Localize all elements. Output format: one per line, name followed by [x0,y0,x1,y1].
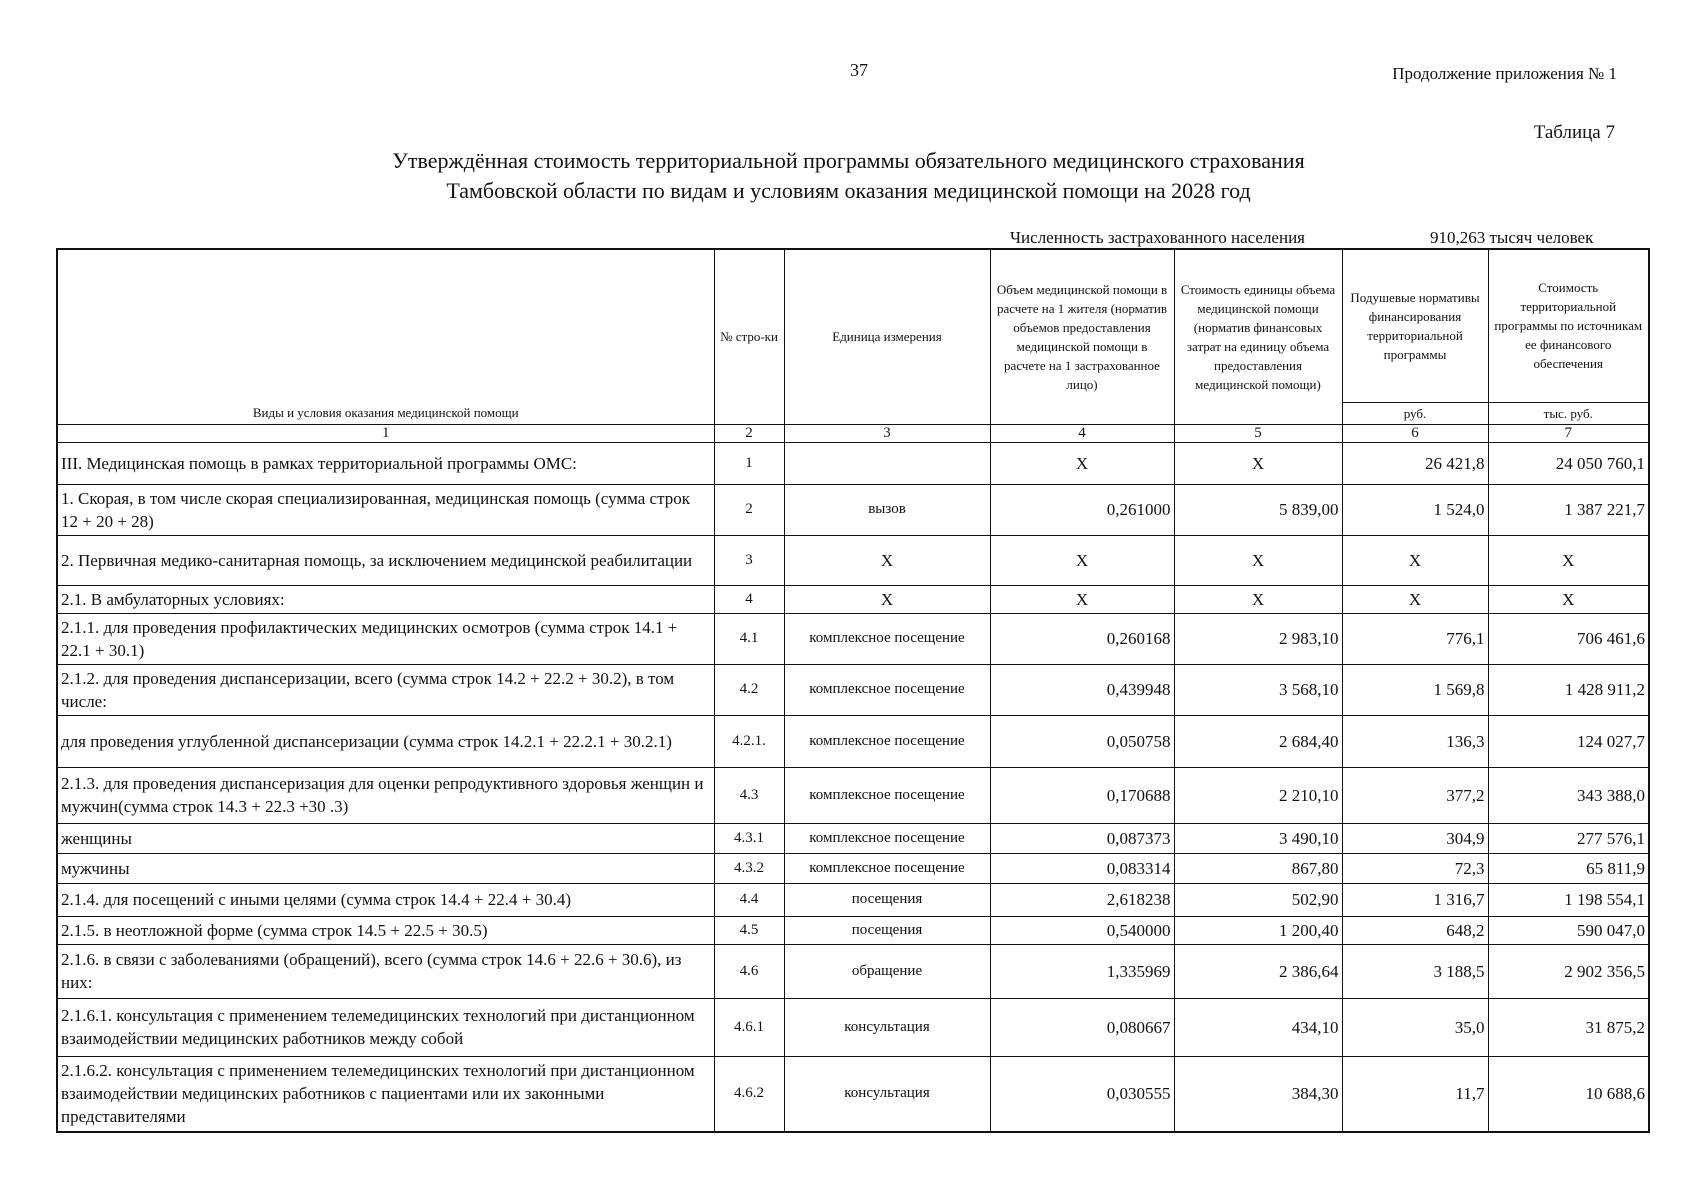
appendix-continuation: Продолжение приложения № 1 [1392,64,1617,83]
header-line-number: № стро-ки [714,249,784,424]
table-row [57,916,1649,944]
table-row [57,715,1649,767]
row-name: III. Медицинская помощь в рамках территориальной программы ОМС: [57,442,714,484]
table-row [57,664,1649,715]
row-line-number: 4.5 [714,916,784,944]
row-total: 2 902 356,5 [1488,944,1649,998]
row-total: 124 027,7 [1488,715,1649,767]
population-line [1010,228,1594,248]
row-unit-cost: 2 386,64 [1174,944,1342,998]
row-per-capita: 35,0 [1342,998,1488,1056]
row-name: 1. Скорая, в том числе скорая специализированная, медицинская помощь (сумма строк 12 + 20 + 28) [57,484,714,535]
population-value: 910,263 тысяч человек [1430,228,1594,247]
row-volume: Х [990,535,1174,585]
row-per-capita: 3 188,5 [1342,944,1488,998]
row-name: 2.1.4. для посещений с иными целями (сумма строк 14.4 + 22.4 + 30.4) [57,883,714,916]
header-per-capita: Подушевые нормативы финансирования территориальной программы [1342,249,1488,402]
row-total: 1 387 221,7 [1488,484,1649,535]
row-unit: комплексное посещение [784,853,990,883]
row-line-number: 4.2 [714,664,784,715]
row-per-capita: 72,3 [1342,853,1488,883]
row-unit-cost: Х [1174,585,1342,613]
row-line-number: 4.1 [714,613,784,664]
row-per-capita: 648,2 [1342,916,1488,944]
column-number: 1 [57,424,714,442]
table-row [57,535,1649,585]
row-unit-cost: Х [1174,442,1342,484]
header-unit-cost: Стоимость единицы объема медицинской помощи (норматив финансовых затрат на единицу объема предоставления медицинской помощи) [1174,249,1342,424]
row-total: 343 388,0 [1488,767,1649,823]
cost-table [56,248,1650,1133]
row-unit-cost: 3 568,10 [1174,664,1342,715]
header-unit: Единица измерения [784,249,990,424]
row-volume: 0,087373 [990,823,1174,853]
row-total: Х [1488,585,1649,613]
column-number: 5 [1174,424,1342,442]
title-line-2: Тамбовской области по видам и условиям оказания медицинской помощи на 2028 год [446,178,1251,203]
row-name: для проведения углубленной диспансеризации (сумма строк 14.2.1 + 22.2.1 + 30.2.1) [57,715,714,767]
row-line-number: 4.6 [714,944,784,998]
row-name: женщины [57,823,714,853]
table-row [57,442,1649,484]
row-unit-cost: 2 983,10 [1174,613,1342,664]
row-total: 706 461,6 [1488,613,1649,664]
table-row [57,853,1649,883]
row-volume: 0,261000 [990,484,1174,535]
table-row [57,823,1649,853]
row-volume: 2,618238 [990,883,1174,916]
row-unit-cost: Х [1174,535,1342,585]
row-name: 2.1.1. для проведения профилактических медицинских осмотров (сумма строк 14.1 + 22.1 + 30.1) [57,613,714,664]
row-volume: 0,080667 [990,998,1174,1056]
row-unit: комплексное посещение [784,664,990,715]
header-volume: Объем медицинской помощи в расчете на 1 жителя (норматив объемов предоставления медицинской помощи в расчете на 1 застрахованное лицо) [990,249,1174,424]
row-unit: комплексное посещение [784,613,990,664]
row-per-capita: 1 524,0 [1342,484,1488,535]
row-name: 2.1.5. в неотложной форме (сумма строк 14.5 + 22.5 + 30.5) [57,916,714,944]
row-total: 590 047,0 [1488,916,1649,944]
row-name: 2.1. В амбулаторных условиях: [57,585,714,613]
row-volume: 0,260168 [990,613,1174,664]
row-name: 2.1.2. для проведения диспансеризации, всего (сумма строк 14.2 + 22.2 + 30.2), в том числе: [57,664,714,715]
header-unit-rub: руб. [1342,402,1488,424]
row-line-number: 4.6.1 [714,998,784,1056]
row-unit-cost: 3 490,10 [1174,823,1342,853]
table-row [57,484,1649,535]
row-per-capita: 377,2 [1342,767,1488,823]
row-volume: Х [990,585,1174,613]
table-row [57,883,1649,916]
table-row [57,767,1649,823]
row-unit: комплексное посещение [784,715,990,767]
header-program-cost: Стоимость территориальной программы по источникам ее финансового обеспечения [1488,249,1649,402]
row-line-number: 4.6.2 [714,1056,784,1132]
row-volume: 0,030555 [990,1056,1174,1132]
row-total: 31 875,2 [1488,998,1649,1056]
row-total: 1 428 911,2 [1488,664,1649,715]
column-numbers-row [57,424,1649,442]
column-number: 4 [990,424,1174,442]
table-row [57,944,1649,998]
row-unit: обращение [784,944,990,998]
row-line-number: 4 [714,585,784,613]
row-name: 2.1.3. для проведения диспансеризация для оценки репродуктивного здоровья женщин и мужчин(сумма строк 14.3 + 22.3 +30 .3) [57,767,714,823]
row-volume: 0,083314 [990,853,1174,883]
column-number: 6 [1342,424,1488,442]
row-per-capita: 1 569,8 [1342,664,1488,715]
header-unit-thousand-rub: тыс. руб. [1488,402,1649,424]
row-unit-cost: 1 200,40 [1174,916,1342,944]
row-per-capita: 26 421,8 [1342,442,1488,484]
row-per-capita: Х [1342,585,1488,613]
row-unit-cost: 502,90 [1174,883,1342,916]
row-line-number: 4.3.1 [714,823,784,853]
row-per-capita: 304,9 [1342,823,1488,853]
row-line-number: 4.2.1. [714,715,784,767]
row-name: 2. Первичная медико-санитарная помощь, за исключением медицинской реабилитации [57,535,714,585]
table-row [57,613,1649,664]
table-number: Таблица 7 [1533,122,1615,143]
row-unit-cost: 867,80 [1174,853,1342,883]
population-label: Численность застрахованного населения [1010,228,1305,247]
row-unit-cost: 5 839,00 [1174,484,1342,535]
row-volume: 0,540000 [990,916,1174,944]
title-line-1: Утверждённая стоимость территориальной программы обязательного медицинского страхования [392,148,1305,173]
row-unit: Х [784,585,990,613]
row-per-capita: 11,7 [1342,1056,1488,1132]
row-unit: консультация [784,1056,990,1132]
row-line-number: 4.4 [714,883,784,916]
row-unit [784,442,990,484]
row-name: 2.1.6. в связи с заболеваниями (обращений), всего (сумма строк 14.6 + 22.6 + 30.6), из них: [57,944,714,998]
row-total: 10 688,6 [1488,1056,1649,1132]
row-unit: комплексное посещение [784,767,990,823]
row-total: 1 198 554,1 [1488,883,1649,916]
row-per-capita: 776,1 [1342,613,1488,664]
row-total: 277 576,1 [1488,823,1649,853]
row-volume: 0,439948 [990,664,1174,715]
row-volume: 0,050758 [990,715,1174,767]
row-line-number: 1 [714,442,784,484]
row-line-number: 4.3.2 [714,853,784,883]
row-unit: консультация [784,998,990,1056]
table-row [57,1056,1649,1132]
row-total: 24 050 760,1 [1488,442,1649,484]
row-volume: 1,335969 [990,944,1174,998]
column-number: 3 [784,424,990,442]
row-unit: комплексное посещение [784,823,990,853]
row-total: 65 811,9 [1488,853,1649,883]
document-title [0,146,1697,206]
row-line-number: 4.3 [714,767,784,823]
row-volume: 0,170688 [990,767,1174,823]
row-per-capita: 1 316,7 [1342,883,1488,916]
row-per-capita: Х [1342,535,1488,585]
row-total: Х [1488,535,1649,585]
header-kinds: Виды и условия оказания медицинской помощи [57,249,714,424]
row-unit: вызов [784,484,990,535]
table-row [57,585,1649,613]
column-number: 7 [1488,424,1649,442]
row-name: мужчины [57,853,714,883]
row-name: 2.1.6.2. консультация с применением телемедицинских технологий при дистанционном взаимодействии медицинских работников с пациентами или их законными представителями [57,1056,714,1132]
row-unit-cost: 384,30 [1174,1056,1342,1132]
row-per-capita: 136,3 [1342,715,1488,767]
row-line-number: 3 [714,535,784,585]
row-unit-cost: 434,10 [1174,998,1342,1056]
column-number: 2 [714,424,784,442]
row-name: 2.1.6.1. консультация с применением телемедицинских технологий при дистанционном взаимодействии медицинских работников между собой [57,998,714,1056]
table-row [57,998,1649,1056]
row-volume: Х [990,442,1174,484]
row-unit: посещения [784,916,990,944]
page-number: 37 [850,60,868,80]
row-unit-cost: 2 684,40 [1174,715,1342,767]
row-unit: Х [784,535,990,585]
row-unit: посещения [784,883,990,916]
row-line-number: 2 [714,484,784,535]
row-unit-cost: 2 210,10 [1174,767,1342,823]
